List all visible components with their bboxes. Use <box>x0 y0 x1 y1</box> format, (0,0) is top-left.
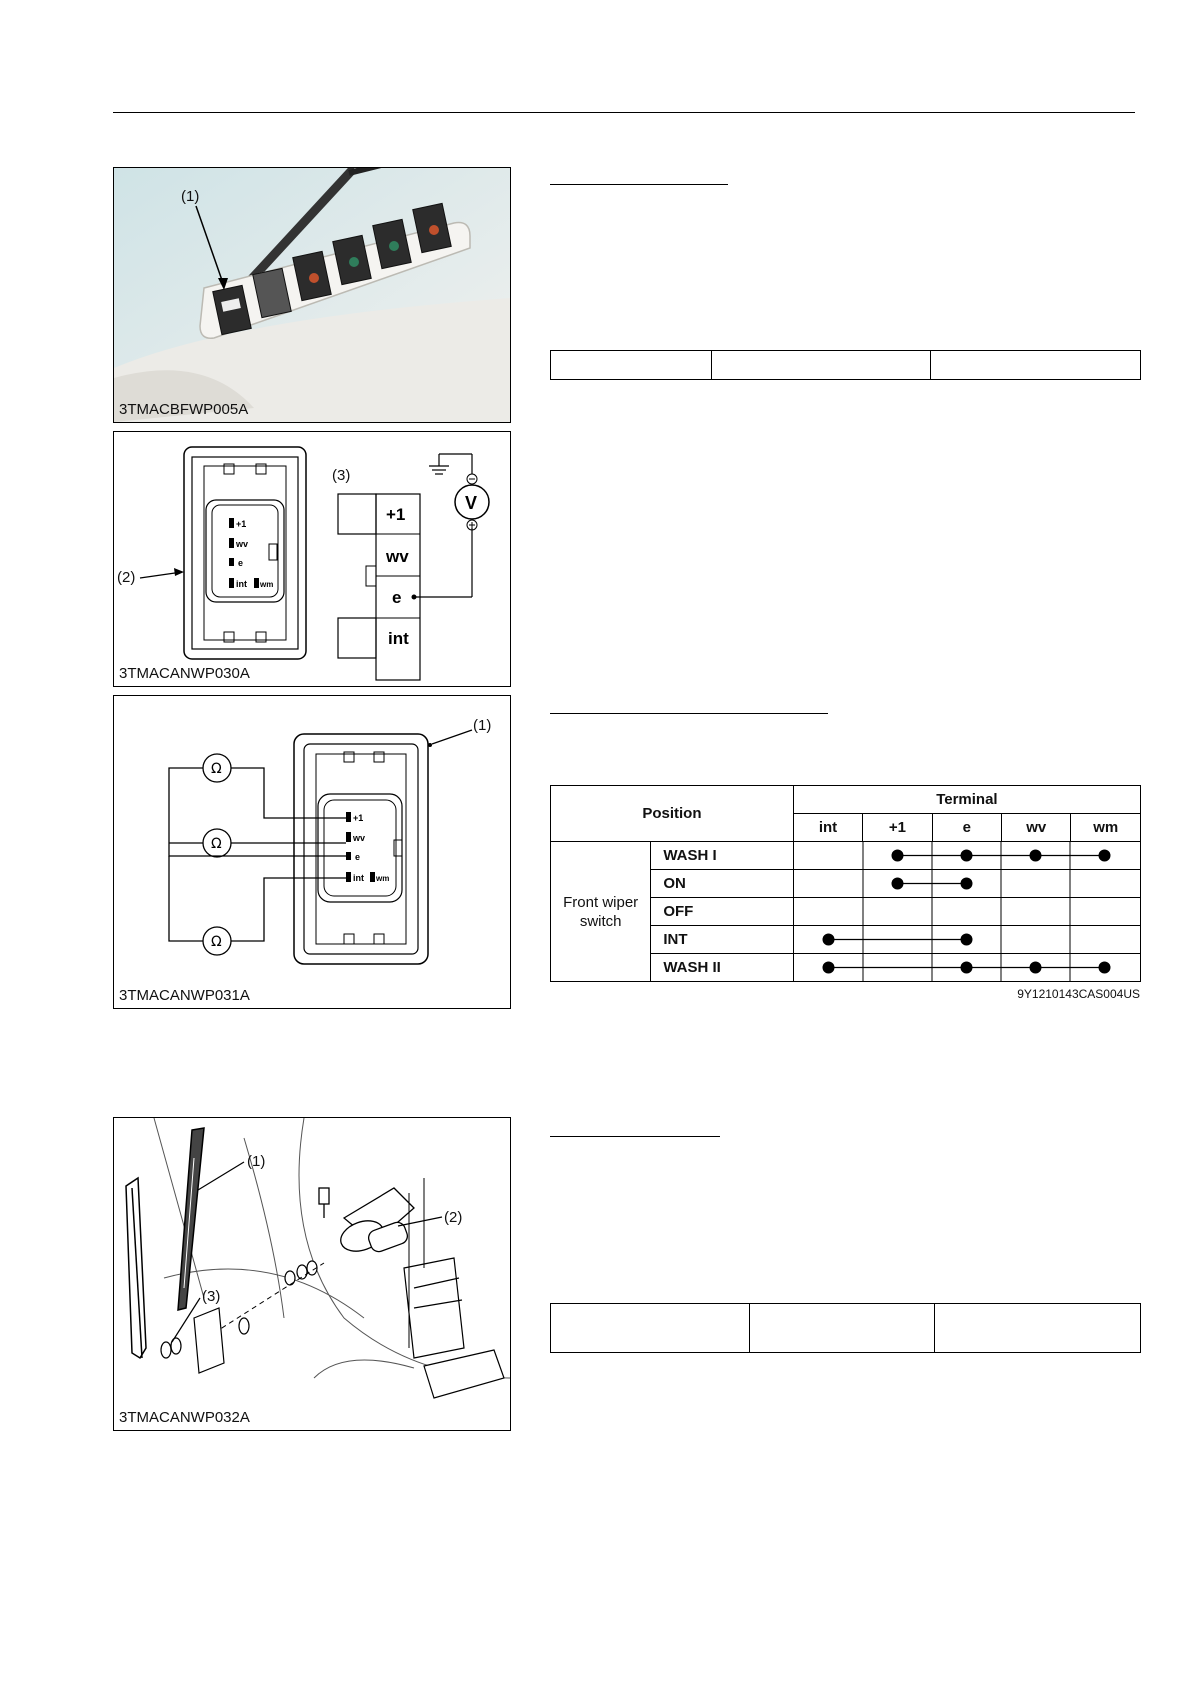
callout-2: (2) <box>444 1209 463 1226</box>
terminal-col-+1: +1 <box>863 814 932 842</box>
small-terminal-int: int <box>236 579 247 589</box>
callout-1: (1) <box>181 188 200 205</box>
terminal-e: e <box>392 588 402 607</box>
table-row <box>551 842 1141 870</box>
connection-graphic <box>794 842 1139 869</box>
position-label: WASH I <box>651 842 793 870</box>
terminal-col-wv: wv <box>1002 814 1071 842</box>
connection-graphic <box>794 870 1139 897</box>
callout-2: (2) <box>117 569 136 586</box>
connection-dot <box>891 878 903 890</box>
small-terminal-e: e <box>238 558 244 568</box>
header-rule <box>113 112 1135 113</box>
small-terminal-e: e <box>355 852 361 862</box>
small-terminal-+1: +1 <box>236 519 247 529</box>
section-heading-underline <box>550 184 728 185</box>
connection-cell <box>793 954 1140 982</box>
position-label: ON <box>651 870 793 898</box>
group-label: Front wiper switch <box>563 893 639 930</box>
connection-dot <box>1098 962 1110 974</box>
callout-1: (1) <box>247 1153 266 1170</box>
voltmeter-symbol: V <box>465 493 478 513</box>
connector-continuity-diagram <box>114 696 510 1008</box>
connection-cell <box>793 870 1140 898</box>
connection-dot <box>822 934 834 946</box>
connection-dot <box>1029 850 1041 862</box>
connection-dot <box>891 850 903 862</box>
ohm-symbol: Ω <box>211 761 222 777</box>
connection-cell <box>793 898 1140 926</box>
small-terminal-+1: +1 <box>353 813 364 823</box>
figure-connector-voltage <box>113 431 511 687</box>
front-wiper-switch-label <box>551 842 651 982</box>
terminal-+1: +1 <box>386 505 406 524</box>
figure-label: 3TMACANWP031A <box>119 987 250 1004</box>
connection-graphic <box>794 954 1139 981</box>
small-terminal-wv: wv <box>353 833 366 843</box>
connection-dot <box>1098 850 1110 862</box>
ohm-symbol: Ω <box>211 836 222 852</box>
continuity-table <box>550 785 1141 982</box>
callout-3: (3) <box>202 1288 221 1305</box>
ohm-symbol: Ω <box>211 934 222 950</box>
connection-graphic <box>794 926 1139 953</box>
section-heading-underline <box>550 713 828 714</box>
connector-voltage-diagram <box>114 432 510 686</box>
connection-dot <box>822 962 834 974</box>
small-terminal-wv: wv <box>236 539 249 549</box>
position-label: WASH II <box>651 954 793 982</box>
spec-table-1 <box>550 350 1141 380</box>
position-label: OFF <box>651 898 793 926</box>
connection-dot <box>960 878 972 890</box>
connection-dot <box>960 934 972 946</box>
figure-label: 3TMACANWP032A <box>119 1409 250 1426</box>
switch-panel-illustration <box>114 168 510 422</box>
figure-connector-continuity <box>113 695 511 1009</box>
callout-1: (1) <box>473 717 492 734</box>
figure-label: 3TMACBFWP005A <box>119 401 249 418</box>
figure-switch-panel-photo <box>113 167 511 423</box>
spec-table-2 <box>550 1303 1141 1353</box>
small-terminal-int: int <box>353 873 364 883</box>
terminal-col-e: e <box>932 814 1001 842</box>
connection-graphic <box>794 898 1139 925</box>
small-terminal-wm: wm <box>260 580 274 589</box>
position-label: INT <box>651 926 793 954</box>
connection-cell <box>793 842 1140 870</box>
terminal-col-wm: wm <box>1071 814 1141 842</box>
connection-dot <box>1029 962 1041 974</box>
small-terminal-wm: wm <box>376 874 390 883</box>
wiper-motor-exploded-illustration <box>114 1118 510 1430</box>
terminal-wv: wv <box>386 547 409 566</box>
position-header: Position <box>551 786 794 842</box>
connection-cell <box>793 926 1140 954</box>
terminal-col-int: int <box>793 814 862 842</box>
figure-label: 3TMACANWP030A <box>119 665 250 682</box>
connection-dot <box>960 850 972 862</box>
figure-wiper-motor-exploded <box>113 1117 511 1431</box>
terminal-int: int <box>388 629 409 648</box>
callout-3: (3) <box>332 467 351 484</box>
connection-dot <box>960 962 972 974</box>
table-code: 9Y1210143CAS004US <box>1017 987 1140 1001</box>
terminal-header: Terminal <box>793 786 1140 814</box>
section-heading-underline <box>550 1136 720 1137</box>
